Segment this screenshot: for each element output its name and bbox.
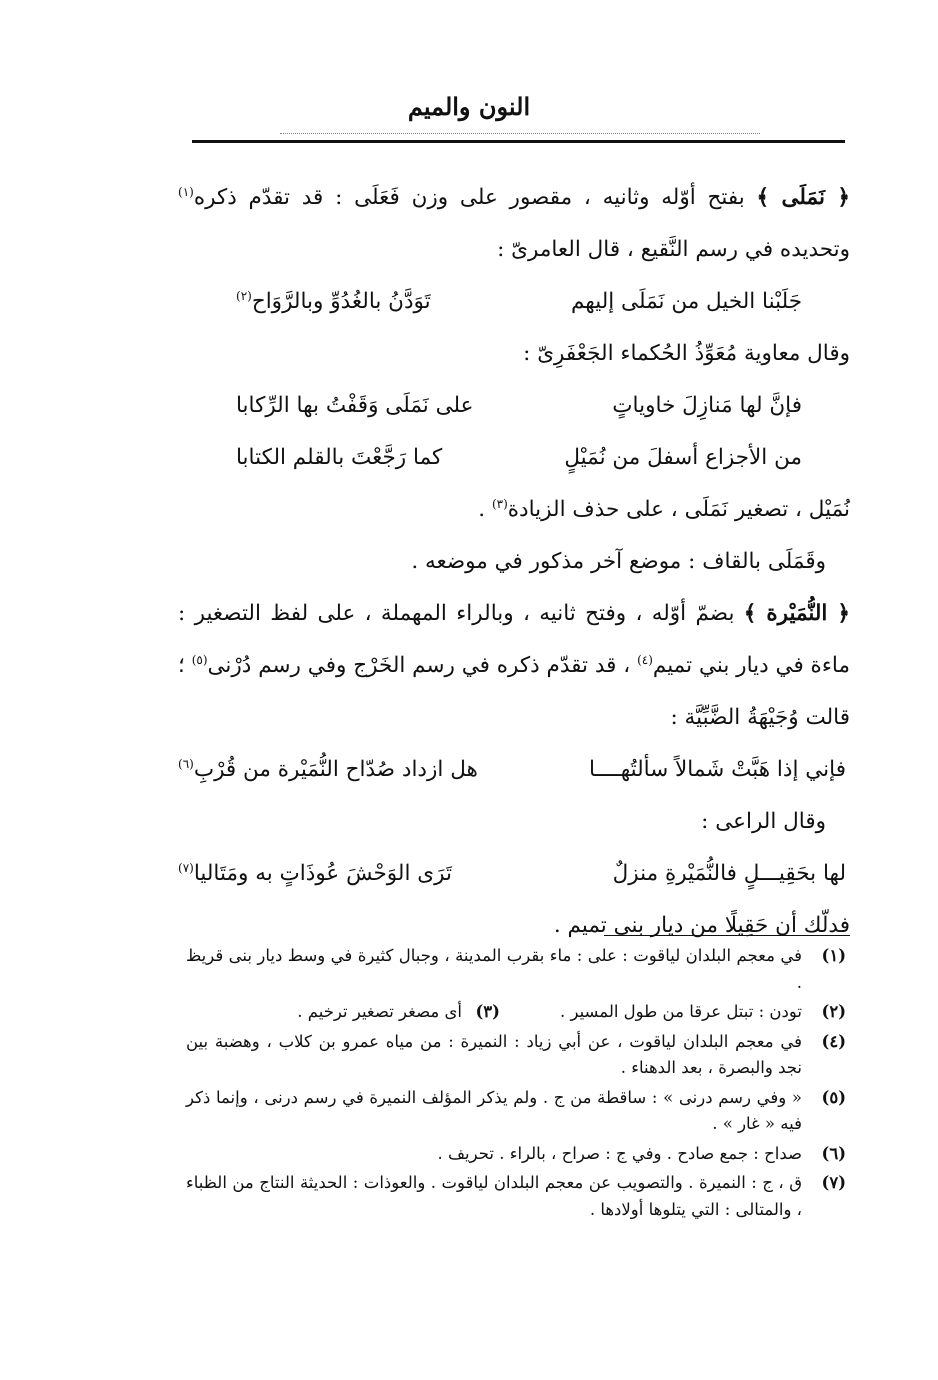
footnote-number: (٢) — [821, 1002, 846, 1021]
header-rule — [192, 140, 845, 143]
verse-text: تَوَدَّنُ بالغُدُوِّ وبالرَّوَاح — [251, 289, 431, 314]
verse-second-hemistich — [236, 276, 431, 328]
footnote-text: في معجم البلدان لياقوت : على : ماء بقرب المدينة ، وجبال كثيرة في وسط ديار بنى قريظ . — [186, 946, 802, 992]
footnote-number: (٦) — [821, 1143, 846, 1163]
footnote-ref: (٧) — [178, 860, 194, 875]
verse-second-hemistich: على نَمَلَى وَقَفْتُ بها الرِّكابا — [236, 393, 474, 418]
entry-text-line: وقال معاوية مُعَوِّذُ الحُكماء الجَعْفَرِىّ : — [523, 341, 850, 366]
entry-text: ، قد تقدّم ذكره في رسم الخَرْج وفي رسم دُرْنى — [207, 653, 638, 678]
footnote-ref: (٣) — [491, 496, 508, 511]
footnote — [186, 1029, 846, 1082]
running-header: النون والميم — [407, 92, 531, 121]
verse-line — [178, 432, 850, 484]
footnote-text: صداح : جمع صادح . وفي ج : صراح ، بالراء . تحريف . — [437, 1143, 802, 1163]
verse-first-hemistich: من الأجزاع أسفلَ من نُمَيْلٍ — [564, 445, 802, 470]
footnote-ref: (٢) — [236, 288, 252, 303]
footnote-text: تودن : تبتل عرقا من طول المسير . — [559, 1002, 802, 1021]
entry-text-line: وقَمَلَى بالقاف : موضع آخر مذكور في موضعه . — [411, 549, 826, 574]
verse-text: تَرَى الوَحْشَ عُوذَاتٍ به ومَتَاليا — [193, 861, 452, 886]
footnote-text: ق ، ج : النميرة . والتصويب عن معجم البلدان لياقوت . والعوذات : الحديثة النتاج من الظباء ، والمتالى : التي يتلوها أولادها . — [186, 1173, 802, 1219]
entry-text: نُمَيْل ، تصغير نَمَلَى ، على حذف الزيادة — [507, 497, 850, 522]
verse-line — [178, 848, 850, 900]
footnote-number: (١) — [821, 946, 846, 965]
footnote-number: (٧) — [821, 1173, 846, 1192]
entry-namala-definition — [178, 172, 850, 276]
verse-text: هل ازداد صُدّاح النُّمَيْرة من قُرْبِ — [193, 757, 478, 782]
verse-first-hemistich: فإنَّ لها مَنازِلَ خاوياتٍ — [612, 393, 802, 418]
entry-text-line: فدلّك أن حَقِيلًا من ديار بنى تميم . — [553, 913, 850, 938]
footnote-text: أى مصغر تصغير ترخيم . — [297, 1002, 462, 1021]
verse-second-hemistich: كما رَجَّعْتَ بالقلم الكتابا — [236, 445, 443, 470]
headword-numayra: ﴿ النُّمَيْرة ﴾ — [743, 601, 850, 626]
entry-text: . — [478, 497, 492, 522]
footnote — [186, 943, 846, 996]
header-dotted-rule — [280, 133, 760, 134]
footnote — [186, 1085, 846, 1138]
footnotes — [186, 943, 846, 1226]
main-text — [178, 172, 850, 952]
verse-line — [178, 380, 850, 432]
footnote-number: (٣) — [475, 1002, 500, 1021]
entry-text: ؛ قالت وُجَيْهَةُ الضَّبِّيَّة : — [178, 653, 850, 730]
entry-text-line — [178, 484, 850, 536]
footnote-text: في معجم البلدان لياقوت ، عن أبي زياد : النميرة : من مياه عمرو بن كلاب ، وهضبة بين نجد والبصرة ، بعد الدهناء . — [186, 1031, 802, 1077]
footnote-ref: (٦) — [178, 756, 194, 771]
verse-line — [178, 276, 850, 328]
entry-numayra-definition — [178, 588, 850, 744]
footnote — [186, 1170, 846, 1223]
footnote-ref: (٤) — [637, 652, 653, 667]
verse-second-hemistich — [178, 848, 452, 900]
entry-text: بفتح أوّله وثانيه ، مقصور على وزن فَعَلَى : قد تقدّم ذكره — [193, 185, 757, 210]
footnote-text: « وفي رسم درنى » : ساقطة من ج . ولم يذكر المؤلف النميرة في رسم درنى ، وإنما ذكر فيه « غار » . — [186, 1087, 802, 1133]
footnote-rule — [604, 935, 850, 936]
verse-line — [178, 744, 850, 796]
footnote-ref: (١) — [178, 184, 194, 199]
footnote-pair — [297, 999, 802, 1026]
footnote — [186, 1141, 846, 1168]
verse-first-hemistich: جَلَبْنا الخيل من نَمَلَى إليهم — [570, 289, 802, 314]
headword-namala: ﴿ نَمَلَى ﴾ — [756, 185, 850, 210]
verse-second-hemistich — [178, 744, 478, 796]
footnote-number: (٤) — [821, 1031, 846, 1051]
entry-text-line: وقال الراعى : — [701, 809, 826, 834]
entry-text: وتحديده في رسم النَّقيع ، قال العامرىّ : — [497, 237, 850, 262]
footnote-number: (٥) — [821, 1087, 846, 1107]
verse-first-hemistich: فإني إذا هَبَّتْ شَمالاً سألتُهــــا — [588, 757, 846, 782]
verse-first-hemistich: لها بحَقِيـــلٍ فالنُّمَيْرةِ منزلٌ — [612, 861, 846, 886]
footnote — [186, 999, 846, 1026]
entry-text: بضمّ أوّله ، وفتح ثانيه ، وبالراء المهملة ، على لفظ التصغير : ماءة في ديار بني تميم — [178, 601, 851, 678]
footnote-ref: (٥) — [191, 652, 208, 667]
